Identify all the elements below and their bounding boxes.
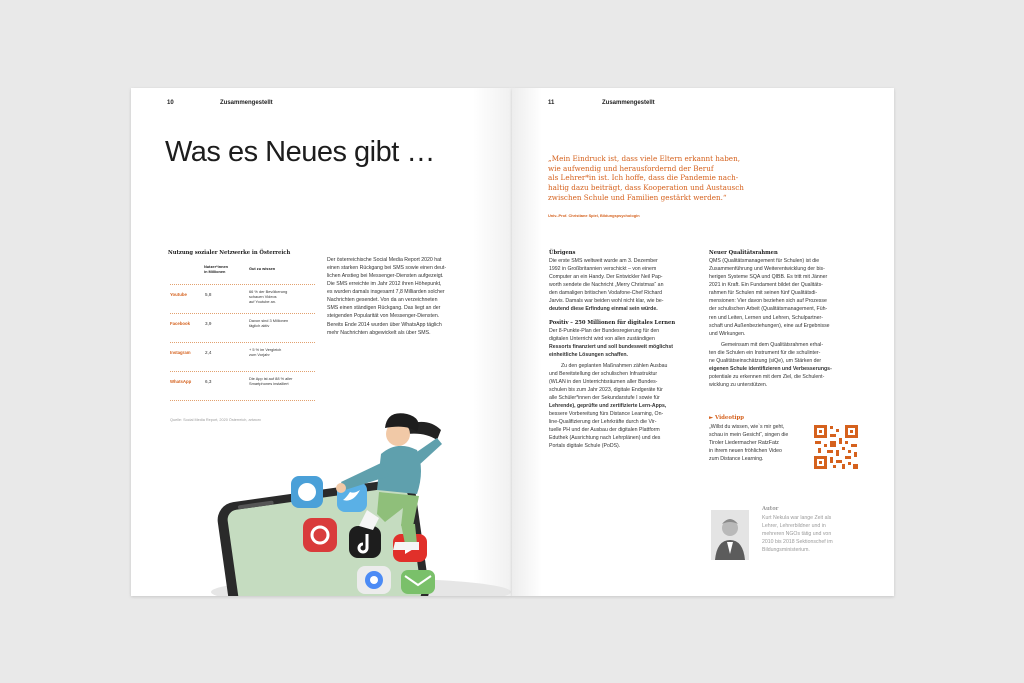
pull-quote [548,154,788,203]
intro-line: lichen Anstieg bei Messenger-Diensten aufgezeigt. [327,273,444,280]
body-line: Ressorts finanziert und soll bundesweit möglichst [549,343,673,350]
author-portrait-icon [711,510,749,560]
body-line: Zu den geplanten Maßnahmen zählen Ausbau [561,362,668,369]
body-line: 1992 in Großbritannien verschickt – von einem [549,266,657,273]
body-line: Jarvis. Damals war beiden wohl nicht klar, wie be- [549,298,664,305]
tiktok-app-icon [349,526,381,558]
row-note: Die App ist auf 88 % aller Smartphones installiert [249,376,293,387]
row-users-value: 3,9 [205,321,212,326]
table-row [170,284,315,311]
quote-source: Univ.-Prof. Christiane Spiel, Bildungspsychologin [548,213,640,218]
row-network-name: WhatsApp [170,379,192,384]
table-row [170,371,315,398]
body-line: den damaligen britischen Vodafone-Chef Richard [549,290,663,297]
quote-line: haltig dazu beiträgt, dass Kooperation und Austausch [548,183,744,193]
body-line: digitalen Unterricht wird von allen zuständigen [549,335,655,342]
page-number-left: 10 [167,100,174,106]
right-page [512,88,894,596]
instagram-app-icon [303,518,337,552]
author-line: Bildungsministerium. [762,547,810,554]
row-users-value: 5,8 [205,292,212,297]
row-users-value: 6,3 [205,379,212,384]
body-line: line-Qualifizierung der Lehrkräfte durch die Vir- [549,419,657,426]
author-line: Kurt Nekula war lange Zeit als [762,515,832,521]
page-headline: Was es Neues gibt … [165,136,435,168]
quote-line: wie aufwendig und herausfordernd der Beruf [548,163,714,173]
table-row [170,313,315,340]
chrome-app-icon [357,566,391,594]
body-line: 2021 in Kraft. Ein Fundament bildet der Qualitäts- [709,282,823,289]
mail-app-icon [401,570,435,594]
body-line: tuelle PH und der Ausbau der digitalen Plattform [549,427,660,434]
body-line: schaft und Außenbeziehungen), eine auf Ergebnisse [709,322,830,329]
table-header-users: Nutzer*innen in Millionen [204,264,228,275]
body-line: rahmen für Schulen mit seinen fünf Qualitätsdi- [709,290,818,297]
body-line: einheitliche Lösungen schaffen. [549,351,628,358]
intro-line: Der österreichische Social Media Report 2020 hat [327,257,442,263]
row-note: Davon sind 3 Millionen täglich aktiv [249,318,289,329]
gutter-shadow-right [512,88,542,596]
body-line: eigenen Schule identifizieren und Verbesserungs- [709,365,832,372]
body-line: Lehrende), geprüfte und zertifizierte Lern-Apps, [549,403,667,410]
author-bio [762,514,872,554]
body-line: ne Qualitätseinschätzung (siQe), um Stärken der [709,357,822,364]
body-line: der schulischen Arbeit (Qualitätsmanagement, Füh- [709,306,828,313]
body-line: schau in mein Gesicht“, singen die [709,432,789,439]
videotipp-heading: ► Videotipp [709,415,745,421]
table-bottom-rule [170,400,315,401]
body-line: Eduthek (Ausrichtung nach Lehrplänen) und des [549,435,661,442]
intro-line: Bereits Ende 2014 wurden über WhatsApp täglich [327,321,442,328]
smartphone-illustration [191,406,512,596]
author-line: 2010 bis 2018 Sektionschef im [762,539,833,546]
body-line: ten die Schulen ein Instrument für die schulinter- [709,349,821,356]
table-header-facts: Gut zu wissen [249,266,276,271]
quote-line: als Lehrer*in ist. Ich hoffe, dass die Pandemie nach- [548,173,739,183]
body-line: und Bereitstellung der schulischen Infrastruktur [549,370,658,377]
intro-line: Nachrichten gesendet. Von da an verzeichneten [327,297,438,304]
intro-text [327,256,497,337]
body-line: deutend diese Erfindung einmal sein würde. [549,306,658,313]
body-line: Gemeinsam mit dem Qualitätsrahmen erhal- [721,341,824,348]
row-network-name: Instagram [170,350,191,355]
body-line: Computer an ein Handy. Der Entwickler Neil Pap- [549,274,663,281]
body-line: (WLAN in den Unterrichtsräumen aller Bundes- [549,378,658,385]
author-line: Lehrer, Lehrerbildner und in [762,523,826,530]
body-line: zum Distance Learning. [709,456,764,463]
section-label-right: Zusammengestellt [602,100,655,106]
column-right [709,249,869,389]
body-line: mensionen: Vier davon beziehen sich auf Prozesse [709,298,827,305]
videotipp-text [709,423,819,463]
heading-qualitaetsrahmen: Neuer Qualitätsrahmen [709,250,778,256]
quote-line: „Mein Eindruck ist, dass viele Eltern erkannt haben, [548,154,740,163]
body-line: in ihrem neuen fröhlichen Video [709,448,782,455]
row-network-name: Youtube [170,292,187,297]
body-line: Tiroler Liedermacher RatzFatz [709,440,779,447]
body-line: alle Schüler*innen der Sekundarstufe I sowie für [549,395,660,402]
column-left [549,249,699,451]
body-line: worth sendete die Nachricht „Merry Christmas“ an [549,282,664,289]
body-line: Portals digitale Schule (PoDS). [549,443,621,450]
body-line: „Willst du wissen, wie`s mir geht, [709,424,785,430]
body-line: Der 8-Punkte-Plan der Bundesregierung für den [549,327,660,334]
row-note: + 5 % im Vergleich zum Vorjahr [249,347,282,358]
row-note: 66 % der Bevölkerung schauen Videos auf Youtube an. [249,289,288,305]
intro-line: einen starken Rückgang bei SMS sowie einen deut- [327,265,447,272]
body-line: potentiale zu erkennen mit dem Ziel, die Schulent- [709,373,825,380]
quote-line: zwischen Schule und Familien gestärkt werden.“ [548,192,727,202]
body-line: herigen Systeme SQA und QIBB. Es tritt mit Jänner [709,274,828,281]
section-label-left: Zusammengestellt [220,100,273,106]
qr-code-icon[interactable] [813,424,859,470]
intro-line: es wurden damals insgesamt 7,8 Milliarden solcher [327,289,445,296]
table-source: Quelle: Social Media Report, 2020 Österreich, artworx [170,418,261,422]
table-row [170,342,315,369]
page-number-right: 11 [548,100,555,106]
heading-uebrigens: Übrigens [549,250,576,256]
row-users-value: 2,4 [205,350,212,355]
intro-line: SMS einen ständigen Rückgang. Das liegt an der [327,305,441,312]
left-page [131,88,512,596]
body-line: QMS (Qualitätsmanagement für Schulen) ist die [709,258,820,265]
author-heading: Autor [762,506,779,512]
body-line: bessere Vorbereitung fürs Distance Learning, On- [549,411,664,418]
body-line: und Wirkungen. [709,330,746,337]
table-title: Nutzung sozialer Netzwerke in Österreich [168,250,291,256]
body-line: wicklung zu unterstützen. [709,382,768,388]
intro-line: mehr Nachrichten abgewickelt als über SMS. [327,329,431,336]
author-photo [711,510,749,560]
body-line: Zusammenführung und Weiterentwicklung der bis- [709,266,825,273]
intro-line: Die SMS erreichte im Jahr 2012 ihren Höhepunkt, [327,281,442,288]
chat-app-icon [291,476,323,508]
heading-digitales-lernen: Positiv – 250 Millionen für digitales Lernen [549,319,676,326]
body-line: schulen bis zum Jahr 2023, digitale Endgeräte für [549,387,663,393]
body-line: ren und Leiten, Lernen und Lehren, Schulpartner- [709,314,823,321]
body-line: Die erste SMS weltweit wurde am 3. Dezember [549,258,658,265]
author-line: mehreren NGOs tätig und von [762,531,832,538]
row-network-name: Facebook [170,321,191,326]
intro-line: steigenden Popularität von Messenger-Diensten. [327,313,440,320]
